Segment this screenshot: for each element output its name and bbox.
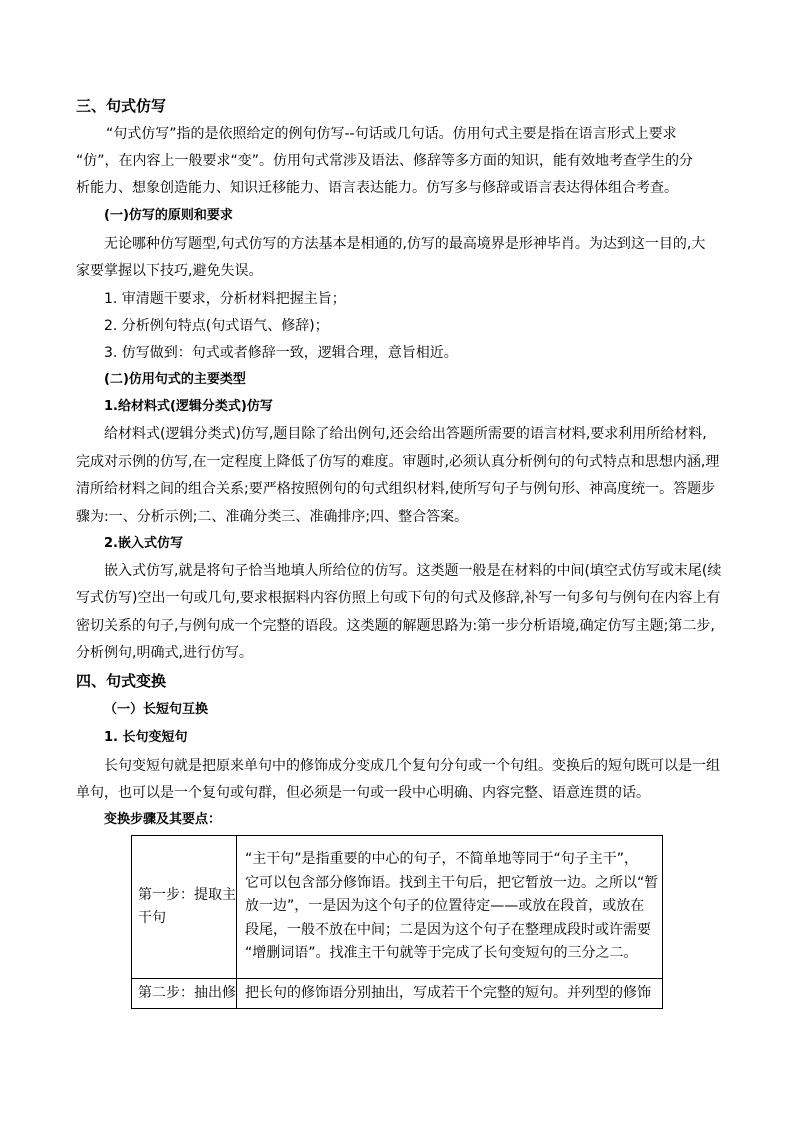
section4-item1-line: 单句，也可以是一个复句或句群，但必须是一句或一段中心明确、内容完整、语意连贯的话。 bbox=[76, 785, 650, 801]
sub2-title: (二)仿用句式的主要类型 bbox=[104, 372, 246, 387]
table-row bbox=[132, 836, 663, 979]
section3-intro-line: “仿”，在内容上一般要求“变”。仿用句式常涉及语法、修辞等多方面的知识，能有效地考查学生的分 bbox=[76, 153, 694, 169]
step-desc-line: 它可以包含部分修饰语。找到主干句后，把它暂放一边。之所以“暂 bbox=[245, 874, 659, 891]
step-name-line: 第一步：提取主 bbox=[138, 886, 236, 903]
steps-label: 变换步骤及其要点： bbox=[104, 812, 222, 827]
type2-line: 密切关系的句子,与例句成一个完整的语段。这类题的解题思路为:第一步分析语境,确定仿写主题;第二步, bbox=[76, 618, 715, 634]
step-name-line: 干句 bbox=[138, 910, 166, 926]
type1-line: 清所给材料之间的组合关系;要严格按照例句的句式组织材料,使所写句子与例句形、神高度统一。答题步 bbox=[76, 481, 716, 497]
type2-line: 写式仿写)空出一句或几句,要求根据料内容仿照上句或下句的句式及修辞,补写一句多句与例句在内容上有 bbox=[76, 590, 721, 606]
step-desc-line: 段尾，一般不放在中间；二是因为这个句子在整理成段时或许需要 bbox=[245, 921, 651, 938]
section3-intro-line: 析能力、想象创造能力、知识迁移能力、语言表达能力。仿写多与修辞或语言表达得体组合考查。 bbox=[76, 180, 678, 196]
step-desc-line: 把长句的修饰语分别抽出，写成若干个完整的短句。并列型的修饰 bbox=[245, 984, 651, 1001]
step-desc-line: 放一边”，一是因为这个句子的位置待定——或放在段首，或放在 bbox=[245, 898, 645, 915]
sub1-list-item: 1. 审清题干要求，分析材料把握主旨； bbox=[104, 291, 346, 307]
type1-line: 骤为:一、分析示例;二、准确分类三、准确排序;四、整合答案。 bbox=[76, 509, 469, 525]
type2-line: 嵌入式仿写,就是将句子恰当地填人所给位的仿写。这类题一般是在材料的中间(填空式仿写或末尾(续 bbox=[104, 563, 722, 579]
step-name-line: 第二步：抽出修 bbox=[138, 984, 236, 1001]
section4-heading: 四、句式变换 bbox=[76, 672, 167, 690]
section3-intro-line: “句式仿写”指的是依照给定的例句仿写--句话或几句话。仿用句式主要是指在语言形式上要求 bbox=[106, 126, 677, 142]
sub1-line: 家要掌握以下技巧,避免失误。 bbox=[76, 263, 263, 279]
table-row bbox=[132, 979, 663, 1009]
step-desc-line: “主干句”是指重要的中心的句子，不简单地等同于“句子主干”， bbox=[245, 851, 639, 868]
section4-sub1-title: （一）长短句互换 bbox=[104, 702, 209, 717]
type2-title: 2.嵌入式仿写 bbox=[104, 536, 183, 551]
type1-line: 给材料式(逻辑分类式)仿写,题目除了给出例句,还会给出答题所需要的语言材料,要求利用所给材料, bbox=[104, 426, 707, 442]
section3-heading: 三、句式仿写 bbox=[76, 97, 167, 115]
steps-table bbox=[131, 835, 663, 1009]
section4-item1-line: 长句变短句就是把原来单句中的修饰成分变成几个复句分句或一个句组。变换后的短句既可以是一组 bbox=[104, 758, 720, 774]
type2-line: 分析例句,明确式,进行仿写。 bbox=[76, 645, 253, 661]
sub1-list-item: 2. 分析例句特点(句式语气、修辞)； bbox=[104, 318, 329, 334]
step-name-cell bbox=[132, 979, 237, 1009]
step-desc-cell bbox=[237, 979, 663, 1009]
section4-item1-title: 1. 长句变短句 bbox=[104, 730, 188, 745]
type1-line: 完成对示例的仿写,在一定程度上降低了仿写的难度。审题时,必须认真分析例句的句式特点和思想内涵,理 bbox=[76, 454, 720, 470]
sub1-line: 无论哪种仿写题型,句式仿写的方法基本是相通的,仿写的最高境界是形神毕肖。为达到这一目的,大 bbox=[104, 236, 706, 252]
type1-title: 1.给材料式(逻辑分类式)仿写 bbox=[104, 399, 273, 414]
step-desc-line: “增删词语”。找准主干句就等于完成了长句变短句的三分之二。 bbox=[245, 945, 638, 962]
sub1-list-item: 3. 仿写做到：句式或者修辞一致，逻辑合理，意旨相近。 bbox=[104, 345, 458, 361]
step-name-cell bbox=[132, 836, 237, 979]
sub1-title: (一)仿写的原则和要求 bbox=[104, 208, 233, 223]
step-desc-cell bbox=[237, 836, 663, 979]
